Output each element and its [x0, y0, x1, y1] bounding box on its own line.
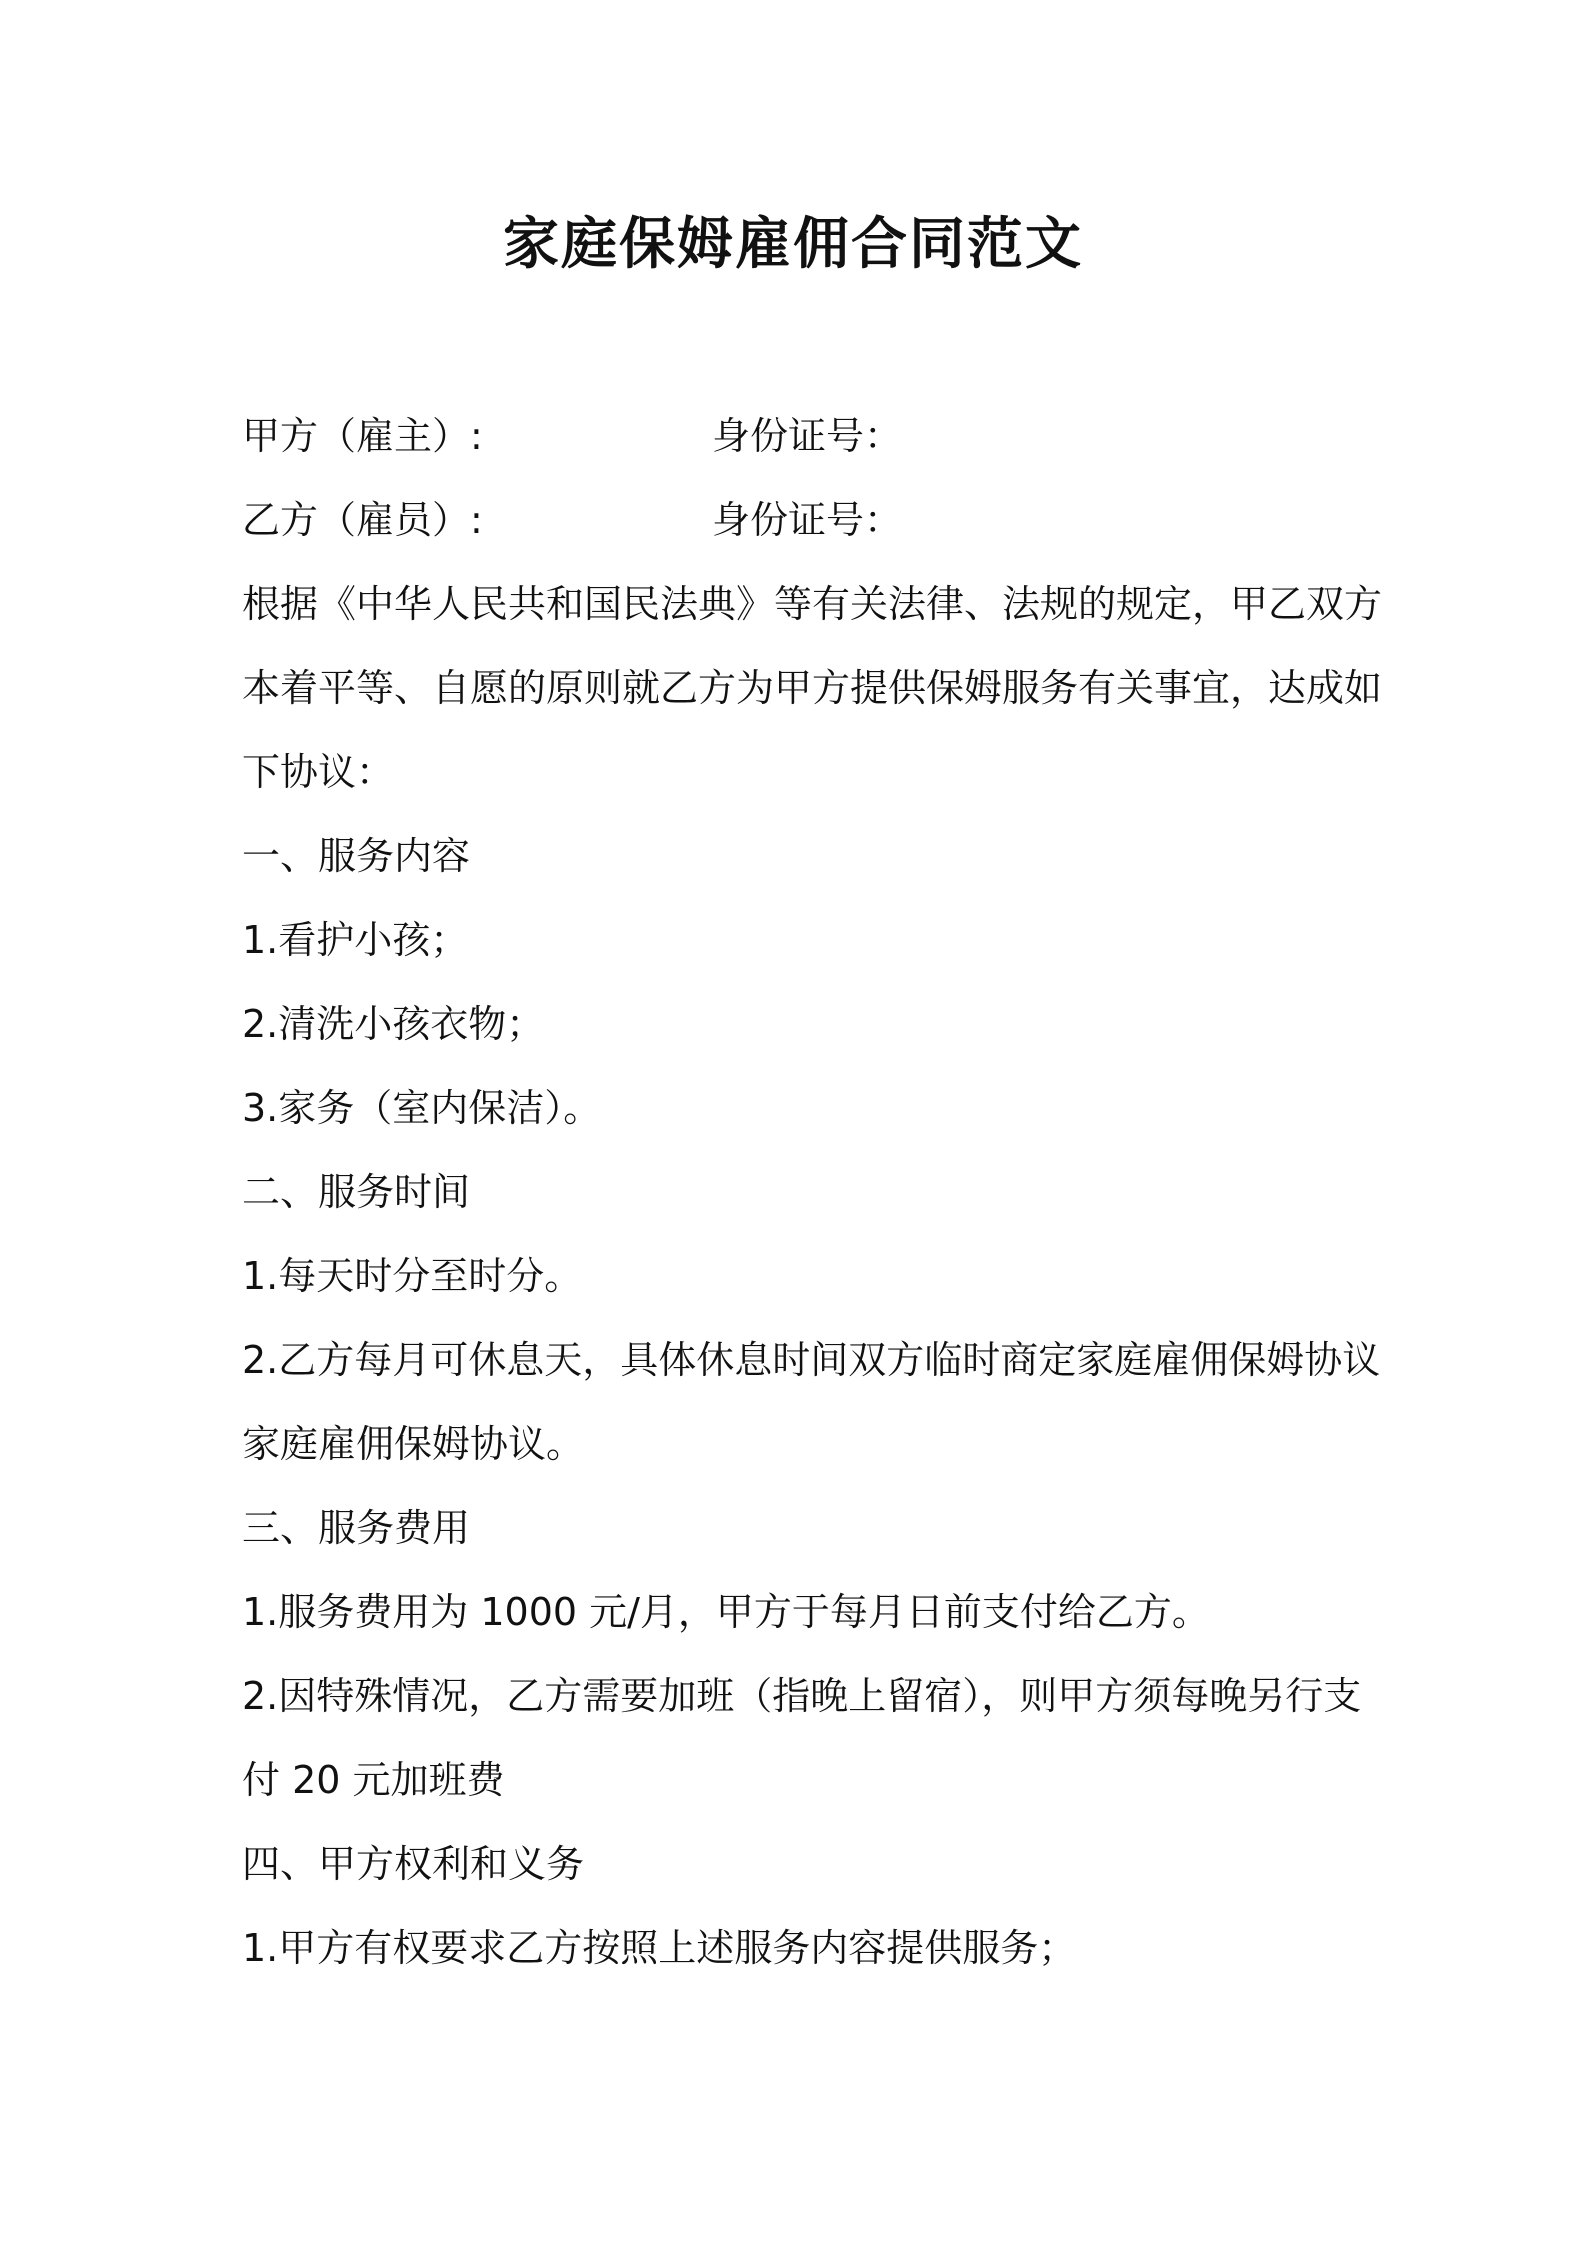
- section-1-item-3: 3.家务（室内保洁）。: [242, 1086, 602, 1130]
- section-4-item-1: 1.甲方有权要求乙方按照上述服务内容提供服务；: [242, 1926, 1077, 1970]
- section-3-item-2: 2.因特殊情况，乙方需要加班（指晚上留宿），则甲方须每晚另行支: [242, 1674, 1362, 1718]
- section-1-heading: 一、服务内容: [242, 834, 471, 878]
- section-1-item-2: 2.清洗小孩衣物；: [242, 1002, 545, 1046]
- party-b-label: 乙方（雇员）:: [242, 498, 483, 542]
- preamble-line-2: 本着平等、自愿的原则就乙方为甲方提供保姆服务有关事宜，达成如: [242, 666, 1383, 710]
- section-1-item-1: 1.看护小孩；: [242, 918, 469, 962]
- section-2-item-1: 1.每天时分至时分。: [242, 1254, 583, 1298]
- party-a-row: [242, 408, 483, 464]
- party-a-label: 甲方（雇主）:: [242, 414, 483, 458]
- section-2-item-2: 2.乙方每月可休息天，具体休息时间双方临时商定家庭雇佣保姆协议: [242, 1338, 1381, 1382]
- party-b-row: [242, 492, 483, 548]
- section-3-heading: 三、服务费用: [242, 1506, 471, 1550]
- document-title: 家庭保姆雇佣合同范文: [503, 212, 1083, 277]
- party-a-id-label: 身份证号：: [712, 414, 903, 458]
- preamble-line-3: 下协议：: [242, 750, 395, 794]
- preamble-line-1: 根据《中华人民共和国民法典》等有关法律、法规的规定，甲乙双方: [242, 582, 1383, 626]
- party-b-id-label: 身份证号：: [712, 498, 903, 542]
- section-4-heading: 四、甲方权利和义务: [242, 1842, 585, 1886]
- section-3-item-1: 1.服务费用为 1000 元/月，甲方于每月日前支付给乙方。: [242, 1590, 1210, 1634]
- section-2-heading: 二、服务时间: [242, 1170, 471, 1214]
- section-2-item-2-cont: 家庭雇佣保姆协议。: [242, 1422, 585, 1466]
- section-3-item-2-cont: 付 20 元加班费: [242, 1758, 505, 1802]
